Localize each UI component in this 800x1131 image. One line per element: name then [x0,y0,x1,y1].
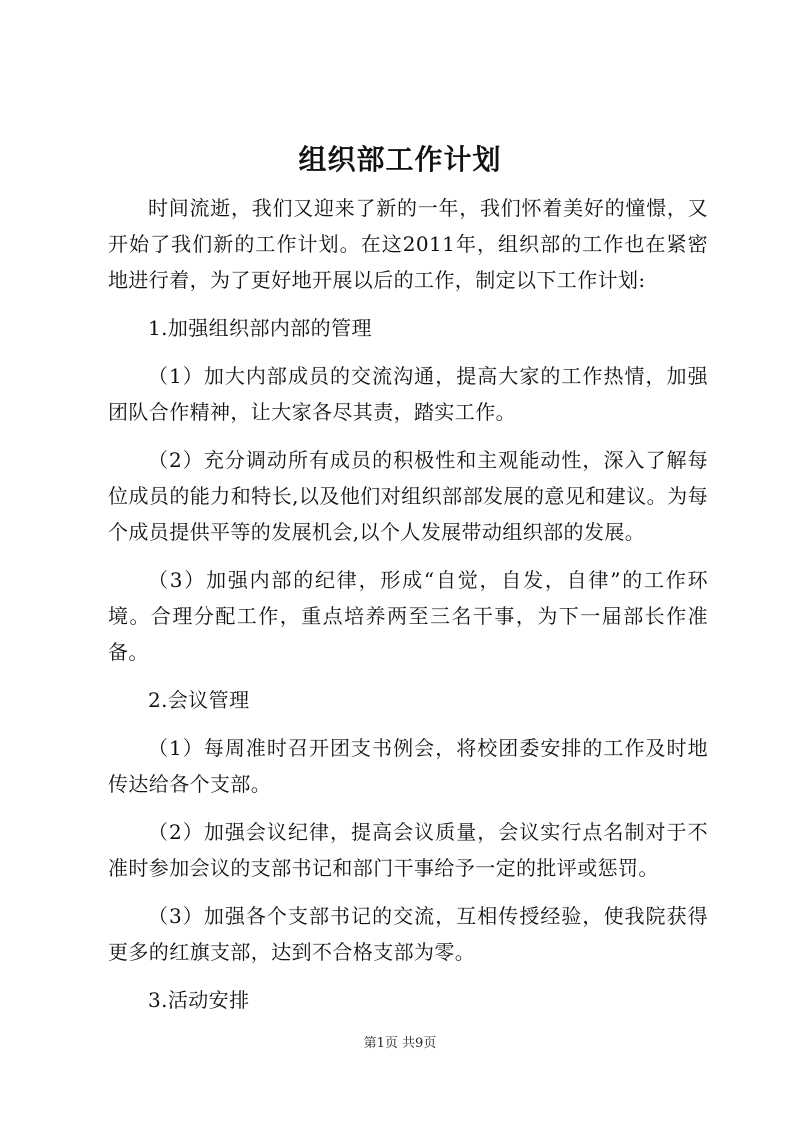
intro-paragraph: 时间流逝，我们又迎来了新的一年，我们怀着美好的憧憬，又开始了我们新的工作计划。在这2011年，组织部的工作也在紧密地进行着，为了更好地开展以后的工作，制定以下工作计划: [108,196,708,292]
section-1-item-2: （2）充分调动所有成员的积极性和主观能动性，深入了解每位成员的能力和特长,以及他们对组织部部发展的意见和建议。为每个成员提供平等的发展机会,以个人发展带动组织部的发展。 [108,448,708,544]
section-1-item-1: （1）加大内部成员的交流沟通，提高大家的工作热情，加强团队合作精神，让大家各尽其责，踏实工作。 [108,364,708,424]
section-heading-3: 3.活动安排 [148,988,250,1012]
section-heading-2: 2.会议管理 [148,688,250,712]
spacer [108,430,708,442]
spacer [108,346,708,358]
page-footer: 第1页 共9页 [363,1036,437,1051]
section-2-item-3: （3）加强各个支部书记的交流，互相传授经验，使我院获得更多的红旗支部，达到不合格支部为零。 [108,904,708,964]
section-2-item-1: （1）每周准时召开团支书例会，将校团委安排的工作及时地传达给各个支部。 [108,736,708,796]
spacer [108,670,708,682]
spacer [108,298,708,310]
spacer [108,802,708,814]
section-1-item-3: （3）加强内部的纪律，形成“自觉，自发，自律”的工作环境。合理分配工作，重点培养两至三名干事，为下一届部长作准备。 [108,568,708,664]
section-2-item-2: （2）加强会议纪律，提高会议质量，会议实行点名制对于不准时参加会议的支部书记和部门干事给予一定的批评或惩罚。 [108,820,708,880]
section-heading-1: 1.加强组织部内部的管理 [148,316,372,340]
spacer [108,718,708,730]
document-body [108,190,708,1018]
document-title: 组织部工作计划 [298,143,502,176]
spacer [108,970,708,982]
spacer [108,886,708,898]
spacer [108,550,708,562]
